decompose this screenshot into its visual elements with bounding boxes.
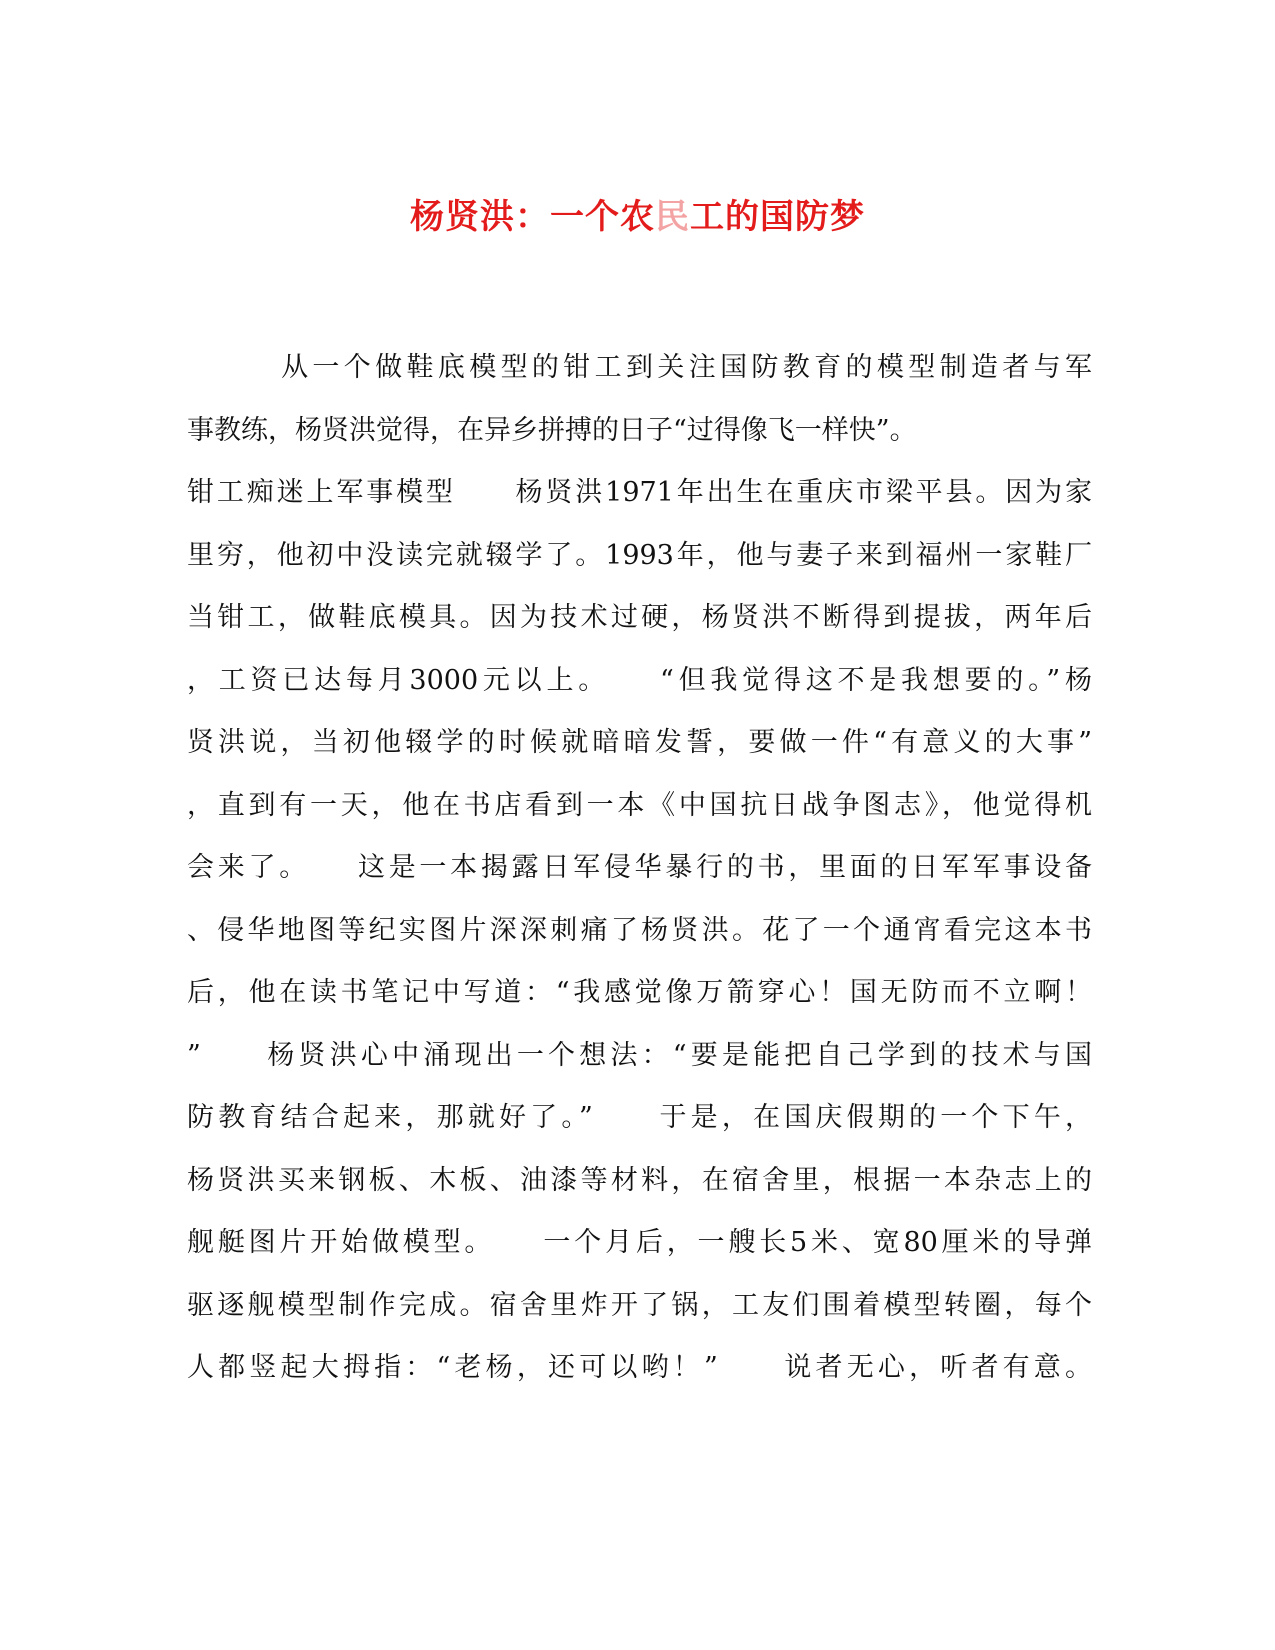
text-line: 后，他在读书笔记中写道：“我感觉像万箭穿心！国无防而不立啊！ — [187, 977, 1092, 1008]
text-line: 钳工痴迷上军事模型 杨贤洪1971年出生在重庆市梁平县。因为家 — [187, 477, 1092, 508]
text-line: 里穷，他初中没读完就辍学了。1993年，他与妻子来到福州一家鞋厂 — [187, 539, 1092, 571]
text-line: 会来了。 这是一本揭露日军侵华暴行的书，里面的日军军事设备 — [187, 852, 1092, 883]
text-line: ” 杨贤洪心中涌现出一个想法：“要是能把自己学到的技术与国 — [187, 1039, 1092, 1071]
text-line: ，工资已达每月3000元以上。 “但我觉得这不是我想要的。”杨 — [187, 664, 1092, 696]
text-line: 驱逐舰模型制作完成。宿舍里炸开了锅，工友们围着模型转圈，每个 — [187, 1289, 1092, 1321]
text-line: 事教练，杨贤洪觉得，在异乡拼搏的日子“过得像飞一样快”。 — [187, 414, 917, 446]
text-line: 杨贤洪买来钢板、木板、油漆等材料，在宿舍里，根据一本杂志上的 — [187, 1164, 1092, 1196]
article-body — [187, 337, 1092, 1400]
document-title — [0, 189, 1275, 238]
text-line: 从一个做鞋底模型的钳工到关注国防教育的模型制造者与军 — [187, 352, 1092, 383]
text-line: 舰艇图片开始做模型。 一个月后，一艘长5米、宽80厘米的导弹 — [187, 1227, 1092, 1258]
title-part: 工的国防梦 — [690, 196, 865, 237]
text-line: 贤洪说，当初他辍学的时候就暗暗发誓，要做一件“有意义的大事” — [187, 727, 1092, 758]
title-part: 杨贤洪：一个农 — [410, 196, 655, 237]
text-line: 防教育结合起来，那就好了。” 于是，在国庆假期的一个下午， — [187, 1102, 1092, 1133]
text-line: 、侵华地图等纪实图片深深刺痛了杨贤洪。花了一个通宵看完这本书 — [187, 914, 1092, 946]
text-line: 人都竖起大拇指：“老杨，还可以哟！” 说者无心，听者有意。 — [187, 1352, 1092, 1383]
text-line: ，直到有一天，他在书店看到一本《中国抗日战争图志》，他觉得机 — [187, 789, 1092, 821]
text-line: 当钳工，做鞋底模具。因为技术过硬，杨贤洪不断得到提拔，两年后 — [187, 602, 1092, 633]
title-part-faded: 民 — [655, 196, 690, 237]
